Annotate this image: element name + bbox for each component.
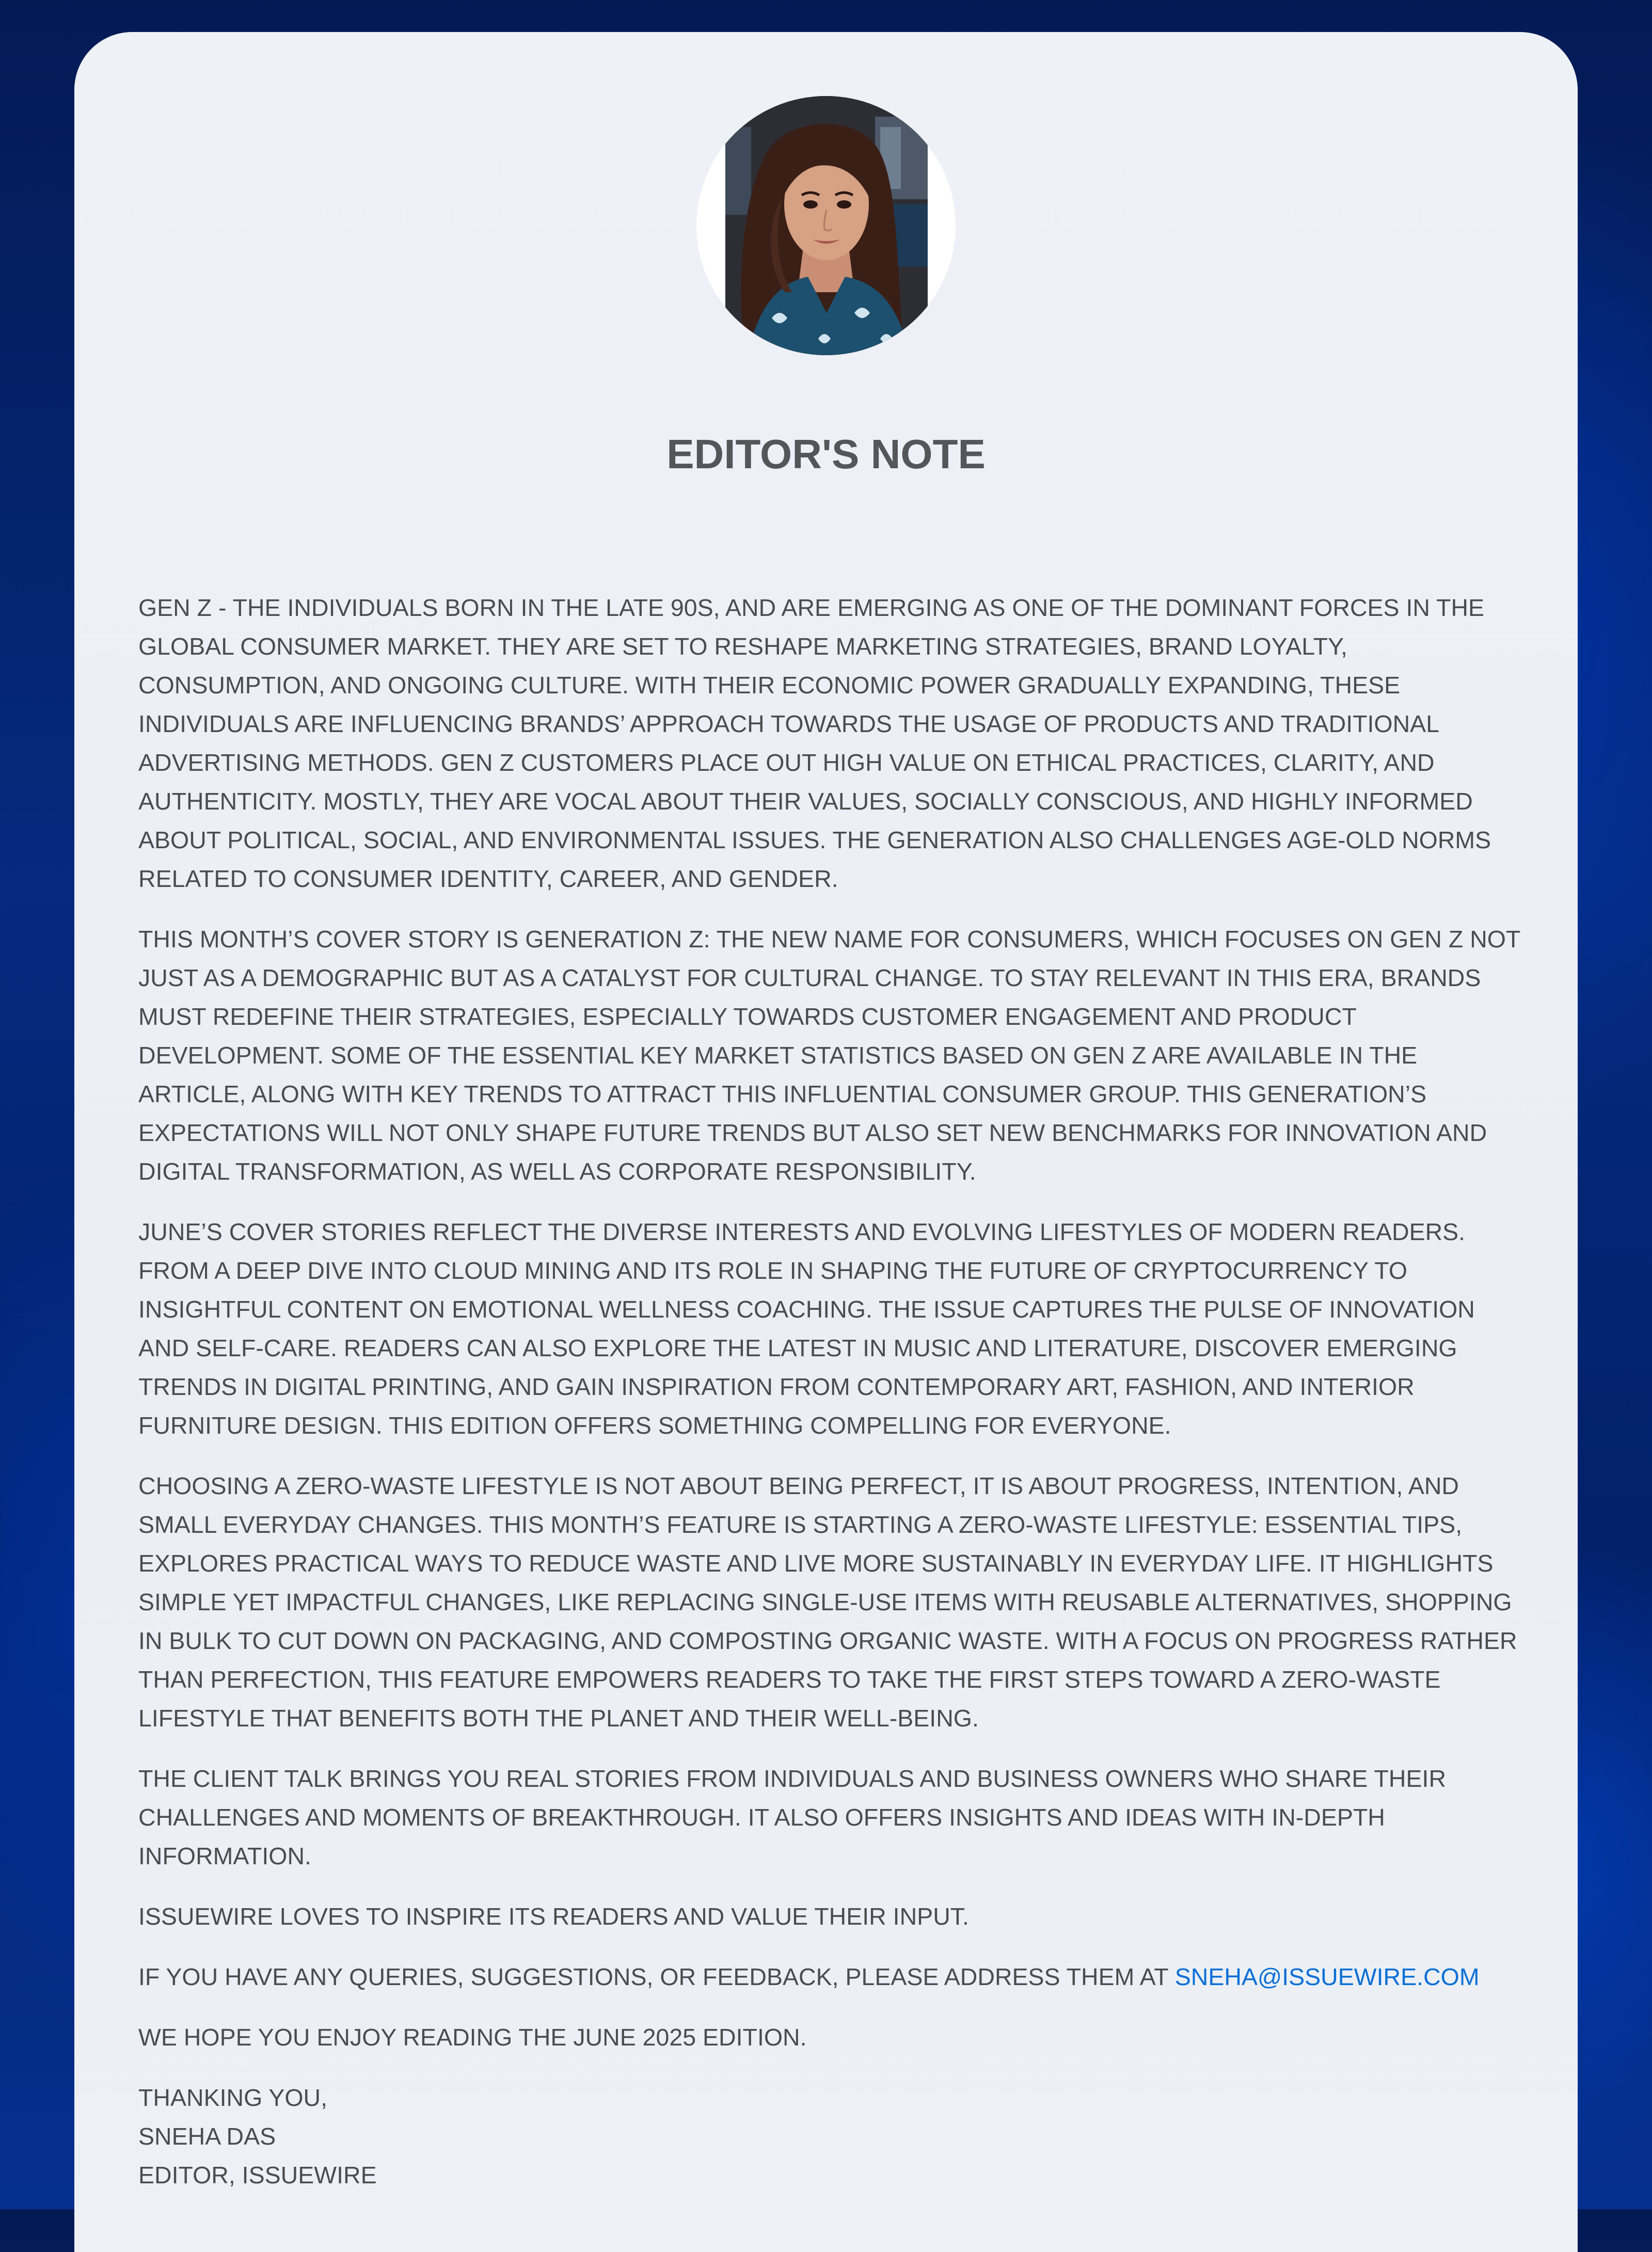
note-body <box>138 589 1522 2216</box>
paragraph-closing: WE HOPE YOU ENJOY READING THE JUNE 2025 EDITION. <box>138 2024 807 2051</box>
signoff-greeting: THANKING YOU, <box>138 2084 328 2111</box>
paragraph-contact <box>138 1958 1522 1996</box>
paragraph-june-stories: JUNE’S COVER STORIES REFLECT THE DIVERSE INTERESTS AND EVOLVING LIFESTYLES OF MODERN READERS. FROM A DEEP DIVE INTO CLOUD MINING AND ITS ROLE IN SHAPING THE FUTURE OF CRYPTOCURRENCY TO INSIGHTFUL CONTENT ON EMOTIONAL WELLNESS COACHING. THE ISSUE CAPTURES THE PULSE OF INNOVATION AND SELF-CARE. READERS CAN ALSO EXPLORE THE LATEST IN MUSIC AND LITERATURE, DISCOVER EMERGING TRENDS IN DIGITAL PRINTING, AND GAIN INSPIRATION FROM CONTEMPORARY ART, FASHION, AND INTERIOR FURNITURE DESIGN. THIS EDITION OFFERS SOMETHING COMPELLING FOR EVERYONE. <box>138 1218 1475 1439</box>
page-title: EDITOR'S NOTE <box>666 431 986 477</box>
paragraph-inspire: ISSUEWIRE LOVES TO INSPIRE ITS READERS AND VALUE THEIR INPUT. <box>138 1903 969 1930</box>
editor-note-card <box>74 32 1578 2252</box>
paragraph-gen-z-intro: GEN Z - THE INDIVIDUALS BORN IN THE LATE 90S, AND ARE EMERGING AS ONE OF THE DOMINANT FORCES IN THE GLOBAL CONSUMER MARKET. THEY ARE SET TO RESHAPE MARKETING STRATEGIES, BRAND LOYALTY, CONSUMPTION, AND ONGOING CULTURE. WITH THEIR ECONOMIC POWER GRADUALLY EXPANDING, THESE INDIVIDUALS ARE INFLUENCING BRANDS’ APPROACH TOWARDS THE USAGE OF PRODUCTS AND TRADITIONAL ADVERTISING METHODS. GEN Z CUSTOMERS PLACE OUT HIGH VALUE ON ETHICAL PRACTICES, CLARITY, AND AUTHENTICITY. MOSTLY, THEY ARE VOCAL ABOUT THEIR VALUES, SOCIALLY CONSCIOUS, AND HIGHLY INFORMED ABOUT POLITICAL, SOCIAL, AND ENVIRONMENTAL ISSUES. THE GENERATION ALSO CHALLENGES AGE-OLD NORMS RELATED TO CONSUMER IDENTITY, CAREER, AND GENDER. <box>138 594 1491 892</box>
signoff-role: EDITOR, ISSUEWIRE <box>138 2162 377 2188</box>
avatar-photo <box>725 96 928 355</box>
paragraph-cover-story: THIS MONTH’S COVER STORY IS GENERATION Z: THE NEW NAME FOR CONSUMERS, WHICH FOCUSES ON GEN Z NOT JUST AS A DEMOGRAPHIC BUT AS A CATALYST FOR CULTURAL CHANGE. TO STAY RELEVANT IN THIS ERA, BRANDS MUST REDEFINE THEIR STRATEGIES, ESPECIALLY TOWARDS CUSTOMER ENGAGEMENT AND PRODUCT DEVELOPMENT. SOME OF THE ESSENTIAL KEY MARKET STATISTICS BASED ON GEN Z ARE AVAILABLE IN THE ARTICLE, ALONG WITH KEY TRENDS TO ATTRACT THIS INFLUENTIAL CONSUMER GROUP. THIS GENERATION’S EXPECTATIONS WILL NOT ONLY SHAPE FUTURE TRENDS BUT ALSO SET NEW BENCHMARKS FOR INNOVATION AND DIGITAL TRANSFORMATION, AS WELL AS CORPORATE RESPONSIBILITY. <box>138 926 1520 1185</box>
signoff-name: SNEHA DAS <box>138 2123 276 2150</box>
paragraph-client-talk: THE CLIENT TALK BRINGS YOU REAL STORIES FROM INDIVIDUALS AND BUSINESS OWNERS WHO SHARE THEIR CHALLENGES AND MOMENTS OF BREAKTHROUGH. IT ALSO OFFERS INSIGHTS AND IDEAS WITH IN-DEPTH INFORMATION. <box>138 1765 1447 1869</box>
contact-text: IF YOU HAVE ANY QUERIES, SUGGESTIONS, OR FEEDBACK, PLEASE ADDRESS THEM AT <box>138 1963 1175 1990</box>
avatar <box>696 96 956 355</box>
email-link[interactable]: SNEHA@ISSUEWIRE.COM <box>1174 1963 1480 1990</box>
paragraph-zero-waste: CHOOSING A ZERO-WASTE LIFESTYLE IS NOT ABOUT BEING PERFECT, IT IS ABOUT PROGRESS, INTENTION, AND SMALL EVERYDAY CHANGES. THIS MONTH’S FEATURE IS STARTING A ZERO-WASTE LIFESTYLE: ESSENTIAL TIPS, EXPLORES PRACTICAL WAYS TO REDUCE WASTE AND LIVE MORE SUSTAINABLY IN EVERYDAY LIFE. IT HIGHLIGHTS SIMPLE YET IMPACTFUL CHANGES, LIKE REPLACING SINGLE-USE ITEMS WITH REUSABLE ALTERNATIVES, SHOPPING IN BULK TO CUT DOWN ON PACKAGING, AND COMPOSTING ORGANIC WASTE. WITH A FOCUS ON PROGRESS RATHER THAN PERFECTION, THIS FEATURE EMPOWERS READERS TO TAKE THE FIRST STEPS TOWARD A ZERO-WASTE LIFESTYLE THAT BENEFITS BOTH THE PLANET AND THEIR WELL-BEING. <box>138 1472 1517 1732</box>
signoff <box>138 2079 1522 2195</box>
